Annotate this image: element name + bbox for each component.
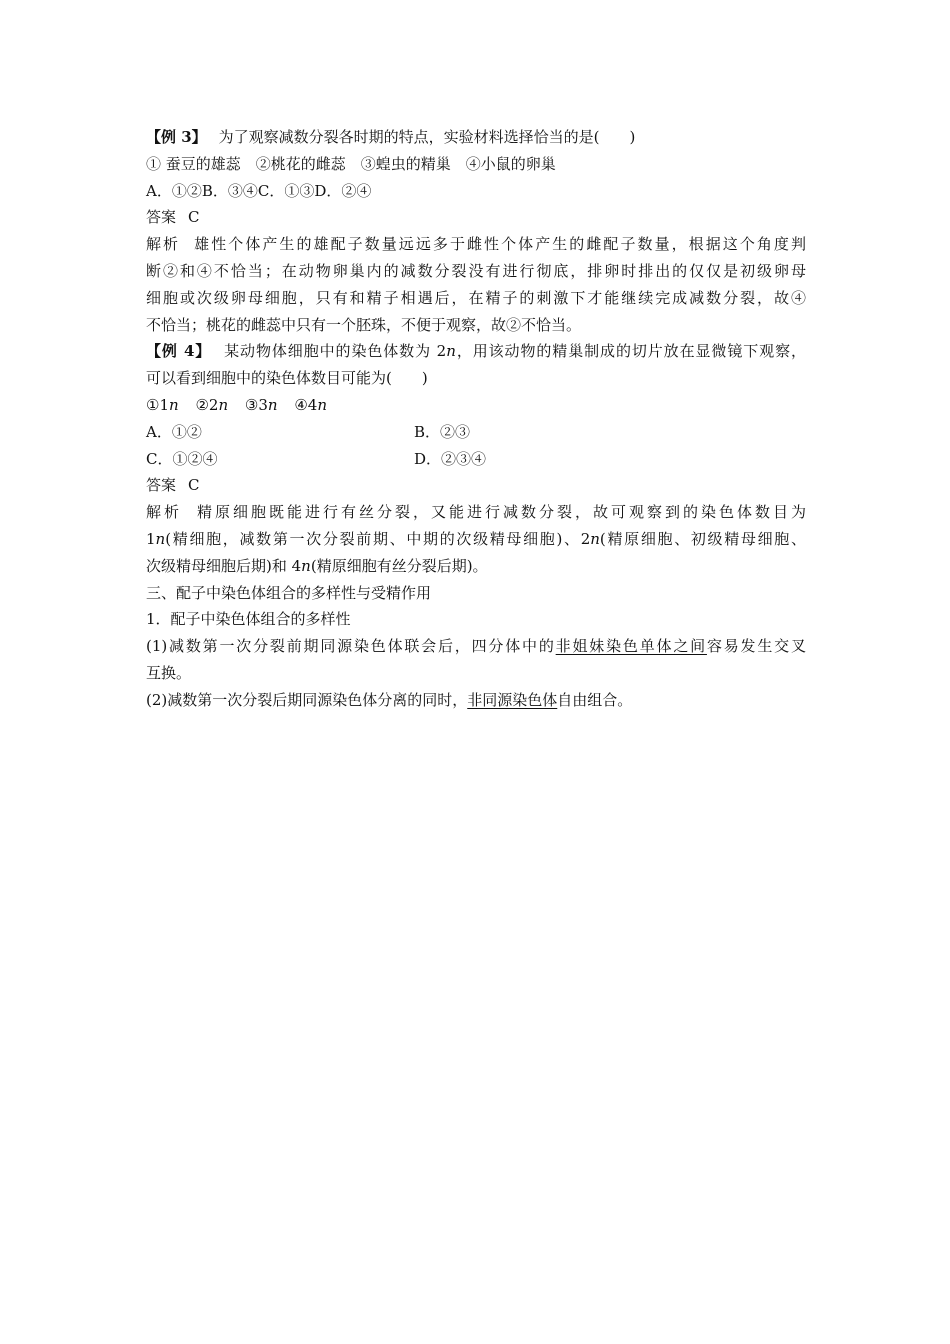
example-4-analysis-line-3: 次级精母细胞后期)和 4n(精原细胞有丝分裂后期)。 xyxy=(146,556,488,575)
option-a: A．①② xyxy=(146,422,202,441)
section-heading: 三、配子中染色体组合的多样性与受精作用 xyxy=(146,583,432,602)
example-4-analysis-line-1 xyxy=(146,499,806,526)
example-3-analysis-line-1 xyxy=(146,231,806,258)
item-2: ②2n xyxy=(195,395,229,414)
example-4-analysis-line-2: 1n(精细胞，减数第一次分裂前期、中期的次级精母细胞)、2n(精原细胞、初级精母细胞、 xyxy=(146,529,806,548)
example-4-question: 某动物体细胞中的染色体数为 2 xyxy=(223,342,447,361)
analysis-label: 解析 xyxy=(146,235,181,254)
variable-n: n xyxy=(446,342,456,361)
item-4: ④4n xyxy=(294,395,328,414)
paragraph-1-line-2: 互换。 xyxy=(146,663,192,682)
option-d: D．②③④ xyxy=(414,449,487,468)
example-3-answer xyxy=(146,204,806,231)
example-4-items xyxy=(146,392,806,419)
answer-value: C xyxy=(188,208,200,227)
example-3-items: ① 蚕豆的雄蕊 ②桃花的雌蕊 ③蝗虫的精巢 ④小鼠的卵巢 xyxy=(146,154,556,173)
underlined-answer-2: 非同源染色体 xyxy=(467,690,558,709)
example-3-analysis-line-4: 不恰当；桃花的雌蕊中只有一个胚珠，不便于观察，故②不恰当。 xyxy=(146,315,582,334)
document-content xyxy=(146,124,806,714)
example-3-options: A．①②B．③④C．①③D．②④ xyxy=(146,181,372,200)
example-4-options-row-2 xyxy=(146,446,806,473)
example-4-options-row-1 xyxy=(146,419,806,446)
example-4-question-cont: ，用该动物的精巢制成的切片放在显微镜下观察， xyxy=(455,342,806,361)
item-3: ③3n xyxy=(244,395,278,414)
analysis-label: 解析 xyxy=(146,503,182,522)
option-c: C．①②④ xyxy=(146,449,218,468)
example-3-analysis-line-2: 断②和④不恰当；在动物卵巢内的减数分裂没有进行彻底，排卵时排出的仅仅是初级卵母 xyxy=(146,261,806,280)
analysis-text: 雄性个体产生的雄配子数量远远多于雌性个体产生的雌配子数量，根据这个角度判 xyxy=(192,235,806,254)
answer-label: 答案 xyxy=(146,476,177,495)
paragraph-1-line-1: (1)减数第一次分裂前期同源染色体联会后，四分体中的非姐妹染色单体之间容易发生交叉 xyxy=(146,637,806,656)
example-4-stem-line-2: 可以看到细胞中的染色体数目可能为( ) xyxy=(146,369,428,388)
example-3-question: 为了观察减数分裂各时期的特点，实验材料选择恰当的是( ) xyxy=(218,128,636,146)
example-3-tag: 【例 3】 xyxy=(146,128,207,146)
paragraph-2: (2)减数第一次分裂后期同源染色体分离的同时，非同源染色体自由组合。 xyxy=(146,690,633,709)
example-4-stem xyxy=(146,338,806,365)
underlined-answer-1: 非姐妹染色单体之间 xyxy=(555,637,707,656)
example-3-stem xyxy=(146,124,806,151)
analysis-text: 精原细胞既能进行有丝分裂，又能进行减数分裂，故可观察到的染色体数目为 xyxy=(194,503,806,522)
example-3-analysis-line-3: 细胞或次级卵母细胞，只有和精子相遇后，在精子的刺激下才能继续完成减数分裂，故④ xyxy=(146,288,806,307)
option-b: B．②③ xyxy=(414,422,471,441)
answer-label: 答案 xyxy=(146,208,177,227)
item-1: ①1n xyxy=(146,395,179,414)
example-4-tag: 【例 4】 xyxy=(146,342,212,361)
answer-value: C xyxy=(188,476,200,495)
subsection-heading: 1．配子中染色体组合的多样性 xyxy=(146,610,351,629)
example-4-answer xyxy=(146,472,806,499)
